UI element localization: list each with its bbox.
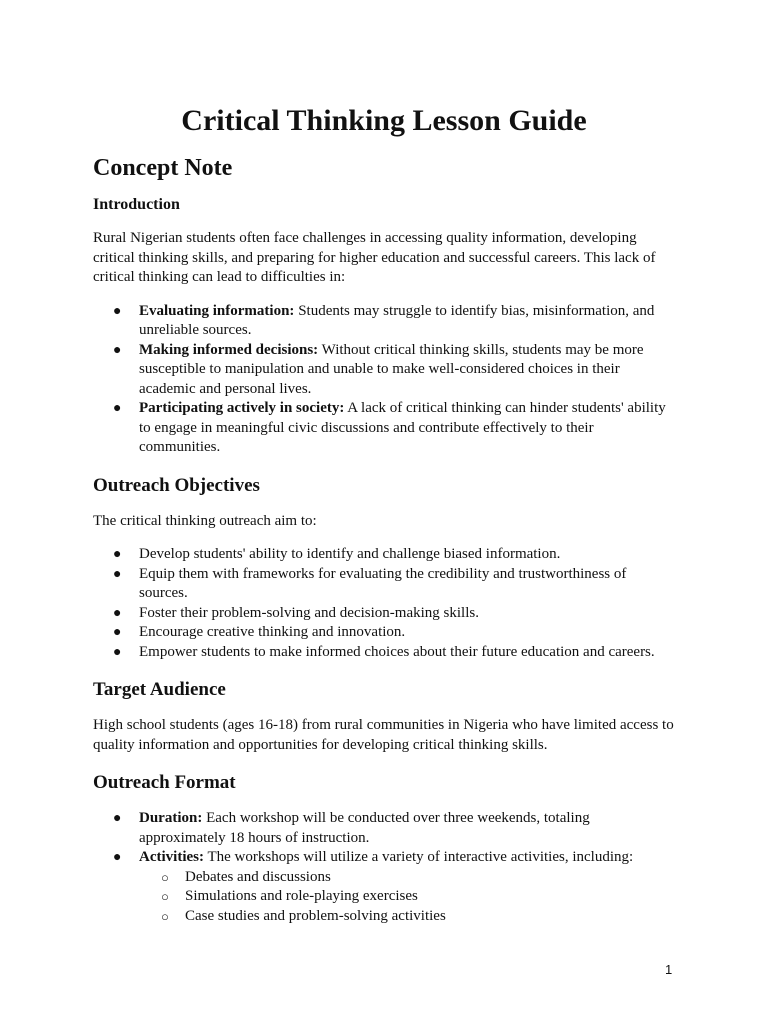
sub-item-text: Debates and discussions bbox=[185, 868, 331, 885]
item-lead: Evaluating information: bbox=[139, 302, 295, 319]
document-title: Critical Thinking Lesson Guide bbox=[181, 104, 587, 137]
item-text: A lack of critical thinking can hinder students' ability to engage in meaningful civic discussions and contribute effectively to their communities. bbox=[139, 400, 666, 455]
item-lead: Participating actively in society: bbox=[139, 400, 345, 416]
item-text: Empower students to make informed choices about their future education and careers. bbox=[139, 643, 655, 660]
list-item bbox=[93, 643, 675, 663]
bullet-icon: ● bbox=[113, 625, 122, 640]
bullet-icon: ● bbox=[113, 547, 122, 562]
objectives-intro: The critical thinking outreach aim to: bbox=[93, 512, 317, 529]
format-list bbox=[93, 809, 675, 926]
list-item bbox=[93, 623, 675, 643]
hollow-bullet-icon: ○ bbox=[161, 869, 169, 885]
item-text: Without critical thinking skills, students may be more susceptible to manipulation and unable to make well-considered choices in their academic and personal lives. bbox=[139, 341, 644, 397]
audience-heading: Target Audience bbox=[93, 679, 226, 700]
sub-list-item bbox=[93, 887, 675, 907]
sub-item-text: Simulations and role-playing exercises bbox=[185, 888, 418, 904]
item-text: Equip them with frameworks for evaluating the credibility and trustworthiness of sources. bbox=[139, 565, 627, 601]
concept-note-heading: Concept Note bbox=[93, 155, 233, 181]
introduction-heading: Introduction bbox=[93, 196, 180, 213]
activities-sublist bbox=[139, 868, 675, 927]
page-content bbox=[93, 103, 675, 926]
sub-item-text: Case studies and problem-solving activities bbox=[185, 907, 446, 924]
list-item bbox=[93, 399, 675, 458]
list-item bbox=[93, 809, 675, 848]
bullet-icon: ● bbox=[113, 401, 122, 416]
objectives-list bbox=[93, 545, 675, 662]
list-item bbox=[93, 341, 675, 400]
item-text: Develop students' ability to identify and challenge biased information. bbox=[139, 546, 561, 562]
page-number: 1 bbox=[665, 962, 673, 977]
item-lead: Activities: bbox=[139, 849, 204, 865]
list-item bbox=[93, 302, 675, 341]
sub-list-item bbox=[93, 907, 675, 927]
audience-paragraph: High school students (ages 16-18) from rural communities in Nigeria who have limited access to quality information and opportunities for developing critical thinking skills. bbox=[93, 717, 674, 753]
list-item bbox=[93, 545, 675, 565]
sub-list-item bbox=[93, 868, 675, 888]
format-heading: Outreach Format bbox=[93, 772, 236, 793]
bullet-icon: ● bbox=[113, 605, 122, 621]
introduction-paragraph: Rural Nigerian students often face challenges in accessing quality information, developing critical thinking skills, and preparing for higher education and successful careers. This lack of critical thinking can lead to difficulties in: bbox=[93, 230, 656, 285]
bullet-icon: ● bbox=[113, 566, 122, 582]
objectives-heading: Outreach Objectives bbox=[93, 474, 260, 496]
bullet-icon: ● bbox=[113, 850, 122, 865]
item-text: Encourage creative thinking and innovation. bbox=[139, 624, 406, 640]
list-item bbox=[93, 565, 675, 604]
introduction-list bbox=[93, 302, 675, 458]
hollow-bullet-icon: ○ bbox=[161, 889, 169, 904]
hollow-bullet-icon: ○ bbox=[161, 908, 169, 924]
item-text: The workshops will utilize a variety of interactive activities, including: bbox=[203, 849, 634, 865]
bullet-icon: ● bbox=[113, 342, 122, 358]
bullet-icon: ● bbox=[113, 303, 122, 319]
item-lead: Making informed decisions: bbox=[139, 341, 319, 358]
item-lead: Duration: bbox=[139, 810, 203, 826]
list-item bbox=[93, 604, 675, 624]
item-text: Foster their problem-solving and decision-making skills. bbox=[139, 604, 479, 621]
list-item bbox=[93, 848, 675, 926]
bullet-icon: ● bbox=[113, 811, 122, 826]
bullet-icon: ● bbox=[113, 644, 122, 660]
item-text: Students may struggle to identify bias, misinformation, and unreliable sources. bbox=[139, 302, 655, 338]
item-text: Each workshop will be conducted over three weekends, totaling approximately 18 hours of instruction. bbox=[139, 810, 590, 846]
